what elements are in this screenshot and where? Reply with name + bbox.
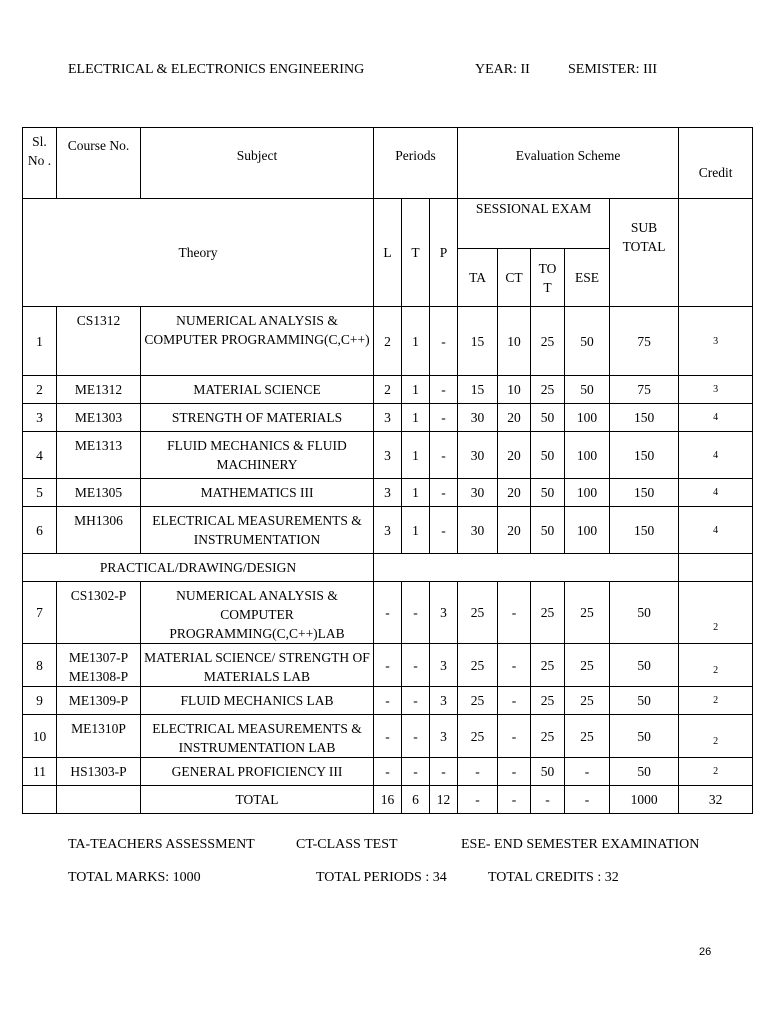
cell-ese: 50: [565, 307, 610, 376]
cell-l: 3: [374, 404, 402, 432]
cell-credit: 4: [679, 479, 753, 507]
cell-t: 1: [402, 307, 430, 376]
col-slno: Sl. No .: [23, 128, 57, 199]
cell-l: -: [374, 758, 402, 786]
cell-code: MH1306: [57, 507, 141, 554]
cell-ta: 15: [458, 307, 498, 376]
total-credits: TOTAL CREDITS : 32: [488, 870, 619, 885]
cell-subject: ELECTRICAL MEASUREMENTS & INSTRUMENTATION: [141, 507, 374, 554]
cell-l: 2: [374, 376, 402, 404]
cell-ta: 30: [458, 479, 498, 507]
cell-ese: 100: [565, 432, 610, 479]
col-ese: ESE: [565, 249, 610, 307]
cell-sl: 1: [23, 307, 57, 376]
total-credit: 32: [679, 786, 753, 814]
cell-code: ME1303: [57, 404, 141, 432]
total-p: 12: [430, 786, 458, 814]
semester-label: SEMISTER: III: [568, 62, 658, 77]
cell-ese: 25: [565, 644, 610, 687]
department-title: ELECTRICAL & ELECTRONICS ENGINEERING: [68, 62, 365, 77]
table-row: [23, 582, 753, 644]
cell-code: HS1303-P: [57, 758, 141, 786]
col-course: Course No.: [57, 128, 141, 199]
cell-ta: 30: [458, 432, 498, 479]
table-row: [23, 479, 753, 507]
total-ta: -: [458, 786, 498, 814]
cell-ct: 10: [498, 307, 531, 376]
cell-subject: ELECTRICAL MEASUREMENTS & INSTRUMENTATION LAB: [141, 715, 374, 758]
col-t: T: [402, 199, 430, 307]
theory-heading: Theory: [23, 199, 374, 307]
cell-ct: 20: [498, 404, 531, 432]
cell-code: ME1309-P: [57, 687, 141, 715]
blank-cell: [374, 554, 679, 582]
cell-ese: 25: [565, 582, 610, 644]
legend-ese: ESE- END SEMESTER EXAMINATION: [461, 837, 700, 852]
header-row: [23, 128, 753, 199]
cell-tot: 25: [531, 307, 565, 376]
subheader-row: [23, 199, 753, 249]
col-ct: CT: [498, 249, 531, 307]
cell-credit: 4: [679, 507, 753, 554]
table-row: [23, 404, 753, 432]
table-row: [23, 644, 753, 687]
cell-l: 3: [374, 507, 402, 554]
cell-sub: 150: [610, 507, 679, 554]
cell-credit: 2: [679, 715, 753, 758]
cell-sl: 5: [23, 479, 57, 507]
cell-sl: 7: [23, 582, 57, 644]
cell-tot: 25: [531, 376, 565, 404]
cell-ta: 25: [458, 715, 498, 758]
total-periods: TOTAL PERIODS : 34: [316, 870, 447, 885]
cell-ese: 50: [565, 376, 610, 404]
cell-ese: 25: [565, 687, 610, 715]
blank-cell: [23, 786, 57, 814]
cell-t: 1: [402, 404, 430, 432]
cell-tot: 50: [531, 507, 565, 554]
cell-sub: 75: [610, 376, 679, 404]
cell-sl: 8: [23, 644, 57, 687]
cell-sub: 75: [610, 307, 679, 376]
blank-cell: [57, 786, 141, 814]
cell-credit: 2: [679, 644, 753, 687]
cell-l: 2: [374, 307, 402, 376]
cell-p: -: [430, 758, 458, 786]
col-l: L: [374, 199, 402, 307]
total-sub: 1000: [610, 786, 679, 814]
col-ta: TA: [458, 249, 498, 307]
col-credit: Credit: [679, 128, 753, 199]
total-ct: -: [498, 786, 531, 814]
table-row: [23, 507, 753, 554]
cell-subject: NUMERICAL ANALYSIS & COMPUTER PROGRAMMING(C,C++)LAB: [141, 582, 374, 644]
cell-sl: 11: [23, 758, 57, 786]
cell-credit: 2: [679, 758, 753, 786]
cell-t: 1: [402, 432, 430, 479]
cell-subject: STRENGTH OF MATERIALS: [141, 404, 374, 432]
cell-l: -: [374, 715, 402, 758]
cell-t: 1: [402, 479, 430, 507]
cell-ct: -: [498, 758, 531, 786]
cell-tot: 25: [531, 715, 565, 758]
cell-ta: 25: [458, 582, 498, 644]
total-marks: TOTAL MARKS: 1000: [68, 870, 201, 885]
cell-t: -: [402, 758, 430, 786]
col-tot: TO T: [531, 249, 565, 307]
cell-l: 3: [374, 432, 402, 479]
cell-p: -: [430, 432, 458, 479]
cell-code: ME1312: [57, 376, 141, 404]
cell-ese: 100: [565, 479, 610, 507]
cell-sl: 9: [23, 687, 57, 715]
cell-credit: 3: [679, 376, 753, 404]
col-evaluation: Evaluation Scheme: [458, 128, 679, 199]
cell-subject: GENERAL PROFICIENCY III: [141, 758, 374, 786]
cell-code: ME1307-P ME1308-P: [57, 644, 141, 687]
col-subtotal: SUB TOTAL: [610, 199, 679, 307]
cell-tot: 50: [531, 432, 565, 479]
col-p: P: [430, 199, 458, 307]
cell-sub: 50: [610, 582, 679, 644]
cell-t: -: [402, 644, 430, 687]
cell-sub: 50: [610, 715, 679, 758]
cell-tot: 25: [531, 644, 565, 687]
course-table-body: [23, 128, 753, 814]
cell-tot: 25: [531, 687, 565, 715]
cell-credit: 2: [679, 582, 753, 644]
cell-subject: FLUID MECHANICS LAB: [141, 687, 374, 715]
cell-sub: 150: [610, 479, 679, 507]
table-row: [23, 758, 753, 786]
cell-credit: 2: [679, 687, 753, 715]
total-l: 16: [374, 786, 402, 814]
cell-p: -: [430, 507, 458, 554]
cell-ese: -: [565, 758, 610, 786]
cell-ta: 25: [458, 644, 498, 687]
cell-sl: 2: [23, 376, 57, 404]
cell-ta: 25: [458, 687, 498, 715]
col-periods: Periods: [374, 128, 458, 199]
cell-ese: 100: [565, 507, 610, 554]
cell-subject: FLUID MECHANICS & FLUID MACHINERY: [141, 432, 374, 479]
cell-sl: 6: [23, 507, 57, 554]
cell-ct: -: [498, 687, 531, 715]
cell-p: 3: [430, 644, 458, 687]
table-row: [23, 432, 753, 479]
cell-ct: -: [498, 644, 531, 687]
table-row: [23, 715, 753, 758]
cell-tot: 50: [531, 404, 565, 432]
course-table: [22, 127, 753, 814]
cell-ct: 10: [498, 376, 531, 404]
table-row: [23, 376, 753, 404]
cell-tot: 25: [531, 582, 565, 644]
cell-t: -: [402, 715, 430, 758]
cell-t: 1: [402, 507, 430, 554]
credit-blank: [679, 199, 753, 307]
practical-heading-row: [23, 554, 753, 582]
col-subject: Subject: [141, 128, 374, 199]
legend-ct: CT-CLASS TEST: [296, 837, 398, 852]
table-row: [23, 307, 753, 376]
cell-p: -: [430, 307, 458, 376]
total-t: 6: [402, 786, 430, 814]
cell-l: -: [374, 687, 402, 715]
cell-code: ME1305: [57, 479, 141, 507]
cell-sl: 10: [23, 715, 57, 758]
cell-ta: -: [458, 758, 498, 786]
cell-ct: 20: [498, 479, 531, 507]
page-number: 26: [699, 946, 712, 958]
cell-credit: 3: [679, 307, 753, 376]
legend-ta: TA-TEACHERS ASSESSMENT: [68, 837, 255, 852]
cell-ct: -: [498, 582, 531, 644]
total-tot: -: [531, 786, 565, 814]
total-label: TOTAL: [141, 786, 374, 814]
cell-p: -: [430, 404, 458, 432]
cell-tot: 50: [531, 479, 565, 507]
cell-subject: MATERIAL SCIENCE/ STRENGTH OF MATERIALS LAB: [141, 644, 374, 687]
cell-ct: 20: [498, 432, 531, 479]
cell-credit: 4: [679, 432, 753, 479]
blank-cell: [679, 554, 753, 582]
cell-ta: 30: [458, 404, 498, 432]
year-label: YEAR: II: [475, 62, 530, 77]
cell-l: -: [374, 644, 402, 687]
table-row: [23, 687, 753, 715]
cell-code: ME1310P: [57, 715, 141, 758]
cell-t: -: [402, 687, 430, 715]
cell-t: 1: [402, 376, 430, 404]
cell-ct: 20: [498, 507, 531, 554]
cell-ta: 15: [458, 376, 498, 404]
cell-sub: 150: [610, 404, 679, 432]
cell-code: ME1313: [57, 432, 141, 479]
cell-credit: 4: [679, 404, 753, 432]
cell-l: 3: [374, 479, 402, 507]
cell-ese: 100: [565, 404, 610, 432]
total-row: [23, 786, 753, 814]
cell-sl: 3: [23, 404, 57, 432]
cell-t: -: [402, 582, 430, 644]
cell-subject: NUMERICAL ANALYSIS & COMPUTER PROGRAMMING(C,C++): [141, 307, 374, 376]
cell-l: -: [374, 582, 402, 644]
total-ese: -: [565, 786, 610, 814]
cell-subject: MATERIAL SCIENCE: [141, 376, 374, 404]
cell-sub: 50: [610, 758, 679, 786]
practical-heading: PRACTICAL/DRAWING/DESIGN: [23, 554, 374, 582]
cell-ta: 30: [458, 507, 498, 554]
cell-sl: 4: [23, 432, 57, 479]
col-sessional: SESSIONAL EXAM: [458, 199, 610, 249]
cell-code: CS1312: [57, 307, 141, 376]
cell-sub: 50: [610, 687, 679, 715]
cell-tot: 50: [531, 758, 565, 786]
cell-p: 3: [430, 687, 458, 715]
cell-p: -: [430, 376, 458, 404]
cell-p: -: [430, 479, 458, 507]
cell-p: 3: [430, 715, 458, 758]
cell-ese: 25: [565, 715, 610, 758]
cell-sub: 50: [610, 644, 679, 687]
cell-code: CS1302-P: [57, 582, 141, 644]
cell-subject: MATHEMATICS III: [141, 479, 374, 507]
cell-sub: 150: [610, 432, 679, 479]
cell-p: 3: [430, 582, 458, 644]
cell-ct: -: [498, 715, 531, 758]
